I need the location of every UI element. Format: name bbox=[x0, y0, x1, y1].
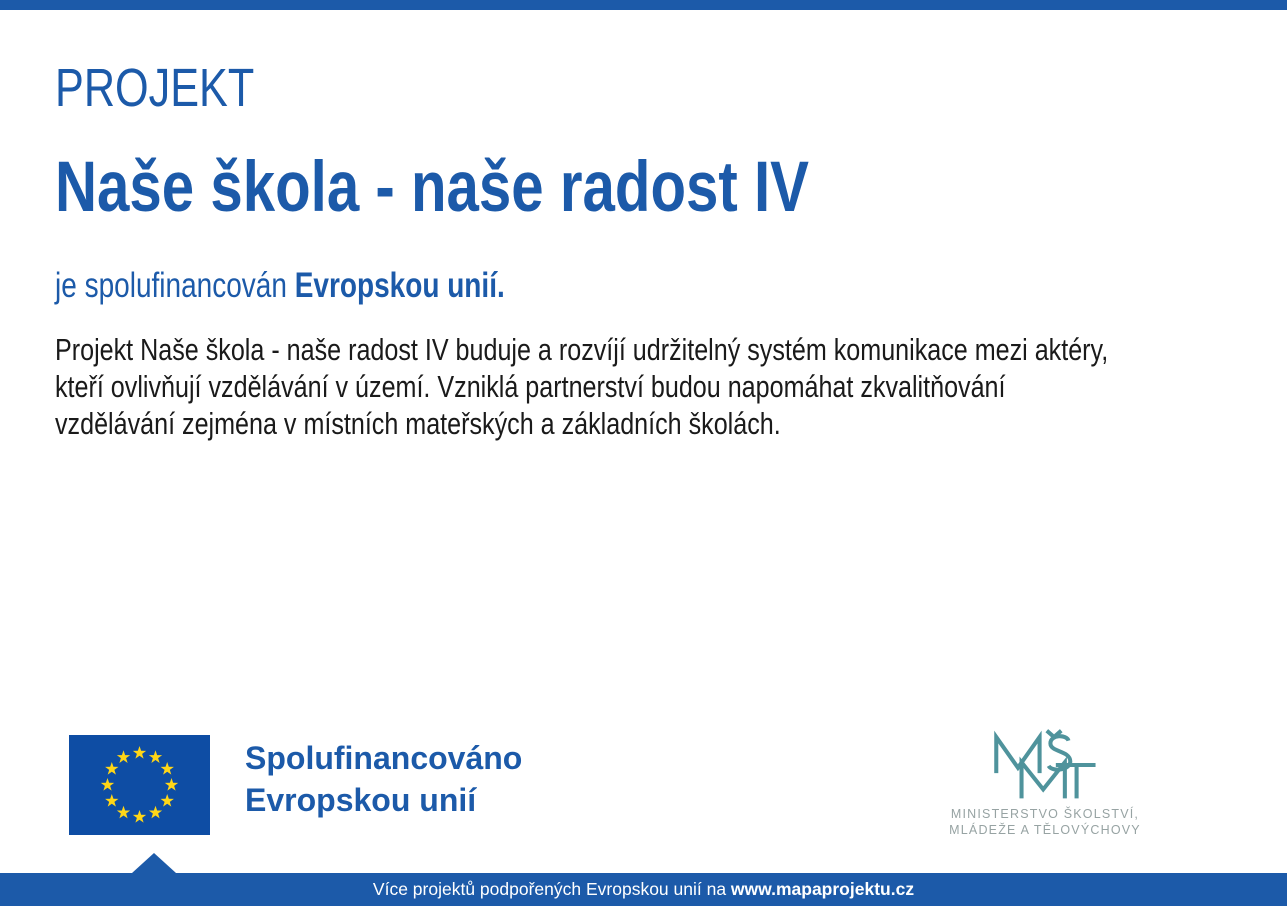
msmt-monogram-icon bbox=[989, 728, 1101, 802]
eu-label-line-2: Evropskou unií bbox=[245, 782, 477, 818]
eu-label-line-1: Spolufinancováno bbox=[245, 740, 523, 776]
project-subtitle bbox=[55, 266, 505, 306]
footer-pointer-triangle bbox=[132, 853, 176, 873]
msmt-ministry-text bbox=[920, 806, 1170, 838]
description-line-2: kteří ovlivňují vzdělávání v území. Vzniklá partnerství budou napomáhat zkvalitňování bbox=[55, 369, 1006, 404]
project-description bbox=[55, 331, 1108, 442]
top-accent-bar bbox=[0, 0, 1287, 10]
description-line-3: vzdělávání zejména v místních mateřských a základních školách. bbox=[55, 406, 781, 441]
subtitle-prefix: je spolufinancován bbox=[55, 266, 295, 305]
description-line-1: Projekt Naše škola - naše radost IV buduje a rozvíjí udržitelný systém komunikace mezi aktéry, bbox=[55, 332, 1109, 367]
subtitle-bold: Evropskou unií. bbox=[294, 266, 505, 305]
msmt-text-line-1: MINISTERSTVO ŠKOLSTVÍ, bbox=[950, 807, 1140, 821]
footer-text: Více projektů podpořených Evropskou unií na bbox=[372, 879, 731, 899]
project-title: Naše škola - naše radost IV bbox=[55, 148, 809, 227]
msmt-text-line-2: MLÁDEŽE A TĚLOVÝCHOVY bbox=[949, 823, 1141, 837]
footer-url: www.mapaprojektu.cz bbox=[730, 879, 915, 899]
eu-flag-icon bbox=[69, 735, 210, 835]
footer-bar bbox=[0, 873, 1287, 906]
eu-cofunded-label bbox=[245, 737, 665, 821]
project-kicker: PROJEKT bbox=[55, 58, 255, 118]
msmt-ministry-logo bbox=[920, 728, 1170, 838]
